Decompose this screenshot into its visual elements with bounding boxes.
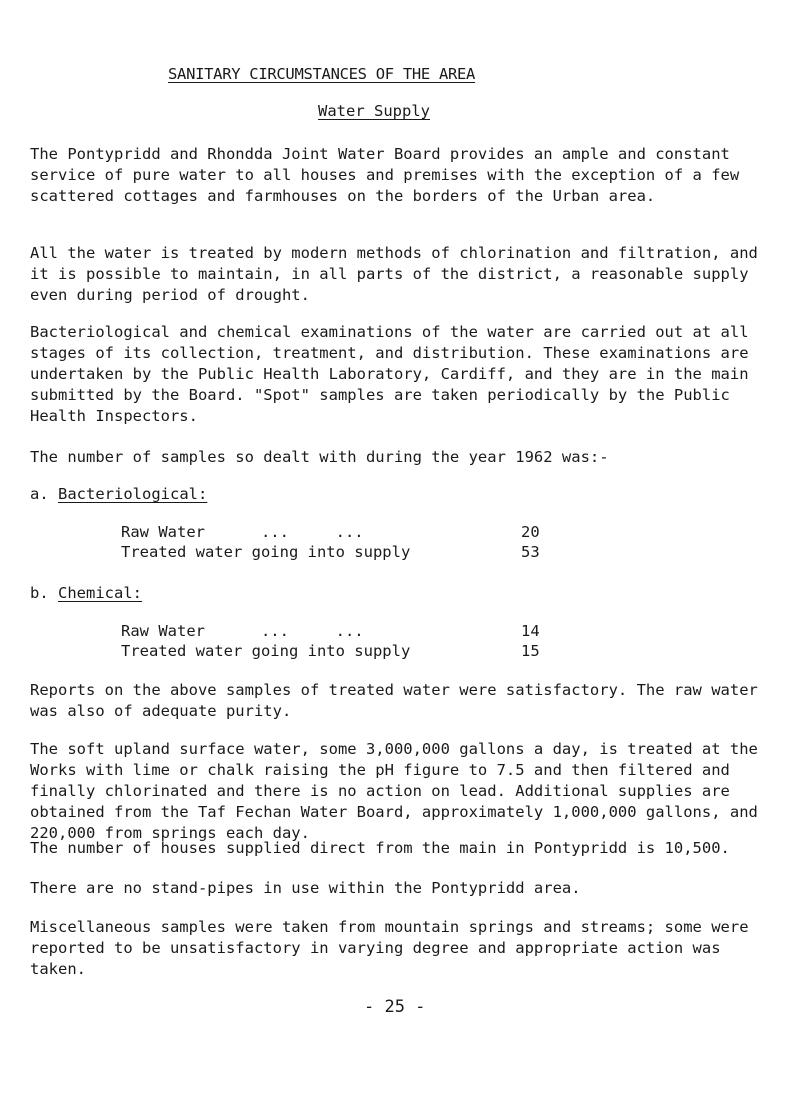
paragraph-treatment: All the water is treated by modern methods of chlorination and filtration, and it is possible to maintain, in all parts of the district, a reasonable supply even during period of drought. [30,244,758,304]
sample-row-value: 15 [521,642,540,660]
category-label: Chemical: [58,584,143,602]
page-number: - 25 - [364,997,426,1017]
paragraph-stand-pipes: There are no stand-pipes in use within the Pontypridd area. [30,879,581,897]
sample-row-value: 14 [521,622,540,640]
sample-row-name: Treated water going into supply [121,642,411,660]
sample-category-chemical [30,583,142,604]
sample-row-value: 20 [521,523,540,541]
sample-category-bacteriological [30,484,207,505]
paragraph-upland-water: The soft upland surface water, some 3,000,000 gallons a day, is treated at the Works with lime or chalk raising the pH figure to 7.5 and then filtered and finally chlorinated and there is no action on lead. Additional supplies are obtained from the Taf Fechan Water Board, approximately 1,000,000 gallons, and 220,000 from springs each day. [30,740,758,842]
sample-row-name: Raw Water ... ... [121,622,364,640]
paragraph-miscellaneous: Miscellaneous samples were taken from mountain springs and streams; some were reported to be unsatisfactory in varying degree and appropriate action was taken. [30,918,749,978]
sample-row-name: Raw Water ... ... [121,523,364,541]
paragraph-sample-count: The number of samples so dealt with during the year 1962 was:- [30,448,609,466]
paragraph-examinations: Bacteriological and chemical examinations of the water are carried out at all stages of its collection, treatment, and distribution. These examinations are undertaken by the Public Health Laboratory, Cardiff, and they are in the main submitted by the Board. "Spot" samples are taken periodically by the Public Health Inspectors. [30,323,749,425]
sample-row-value: 53 [521,543,540,561]
category-label: Bacteriological: [58,485,208,503]
paragraph-water-board: The Pontypridd and Rhondda Joint Water Board provides an ample and constant service of pure water to all houses and premises with the exception of a few scattered cottages and farmhouses on the borders of the Urban area. [30,145,740,205]
paragraph-houses-supplied: The number of houses supplied direct from the main in Pontypridd is 10,500. [30,839,730,857]
paragraph-reports: Reports on the above samples of treated water were satisfactory. The raw water was also of adequate purity. [30,681,758,720]
list-marker: a. [30,485,49,503]
sample-row-name: Treated water going into supply [121,543,411,561]
subsection-heading: Water Supply [318,102,430,120]
section-heading: SANITARY CIRCUMSTANCES OF THE AREA [168,65,476,83]
list-marker: b. [30,584,49,602]
